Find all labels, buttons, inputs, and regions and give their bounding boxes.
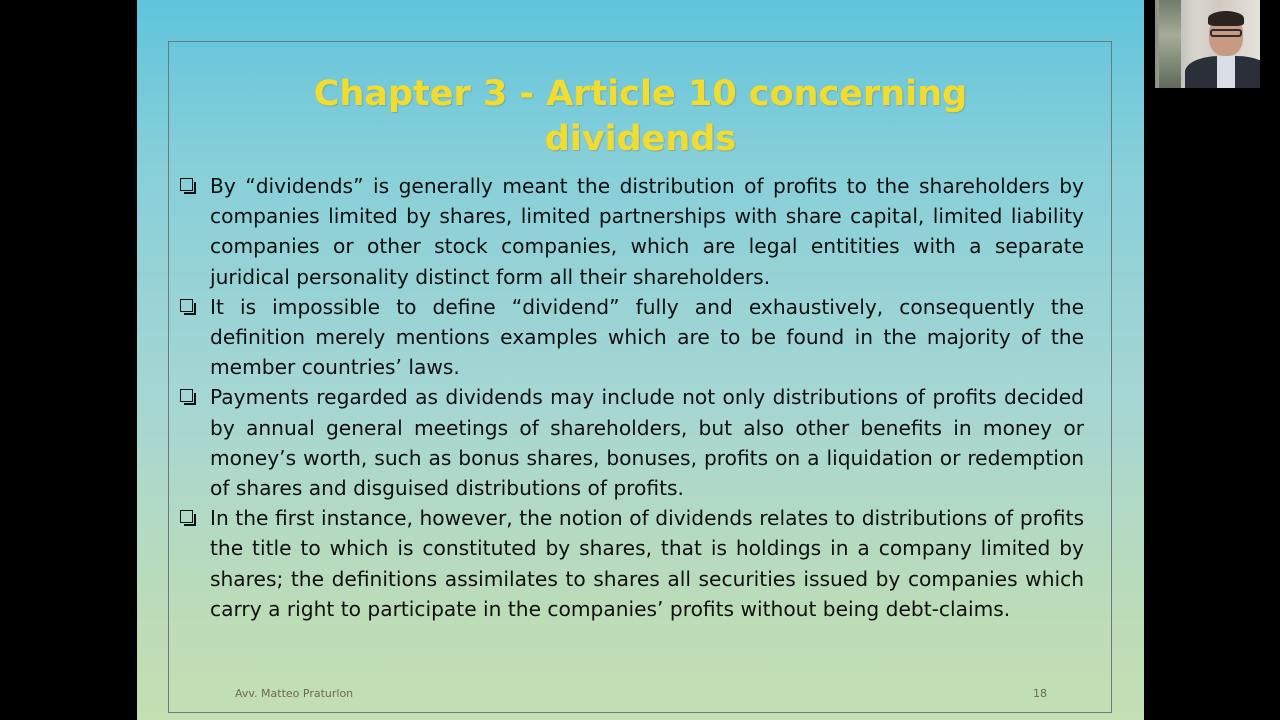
bullet-text: In the first instance, however, the notion of dividends relates to distributions of profits the title to which is constituted by shares, that is holdings in a company limited by shares; the definitions assimilates to shares all securities issued by companies which carry a right to participate in the companies’ profits without being debt-claims. xyxy=(210,506,1084,621)
checkbox-square-bullet-icon xyxy=(180,299,193,312)
webcam-person-collar xyxy=(1217,56,1235,88)
bullet-item xyxy=(177,292,1084,383)
slide-page-number: 18 xyxy=(1033,687,1047,700)
bullet-item xyxy=(177,382,1084,503)
checkbox-square-bullet-icon xyxy=(180,178,193,191)
webcam-person-glasses xyxy=(1210,29,1242,37)
bullet-item xyxy=(177,171,1084,292)
webcam-background-window xyxy=(1159,0,1181,88)
checkbox-square-bullet-icon xyxy=(180,510,193,523)
bullet-text: By “dividends” is generally meant the distribution of profits to the shareholders by companies limited by shares, limited partnerships with share capital, limited liability companies or other stock companies, which are legal entitities with a separate juridical personality distinct form all their shareholders. xyxy=(210,174,1084,289)
bullet-text: Payments regarded as dividends may include not only distributions of profits decided by annual general meetings of shareholders, but also other benefits in money or money’s worth, such as bonus shares, bonuses, profits on a liquidation or redemption of shares and disguised distributions of profits. xyxy=(210,385,1084,501)
slide-title-line-2: dividends xyxy=(544,119,737,159)
bullet-text: It is impossible to define “dividend” fully and exhaustively, consequently the definition merely mentions examples which are to be found in the majority of the member countries’ laws. xyxy=(210,294,1084,380)
slide-title xyxy=(137,72,1144,162)
presentation-slide xyxy=(137,0,1144,720)
checkbox-square-bullet-icon xyxy=(180,389,193,402)
footer-author: Avv. Matteo Praturlon xyxy=(235,687,354,700)
slide-title-line-1: Chapter 3 - Article 10 concerning xyxy=(313,74,968,114)
webcam-person-hair xyxy=(1208,11,1244,26)
bullet-item xyxy=(177,503,1084,624)
bullet-list xyxy=(177,171,1084,624)
participant-video-thumbnail[interactable] xyxy=(1155,0,1260,88)
